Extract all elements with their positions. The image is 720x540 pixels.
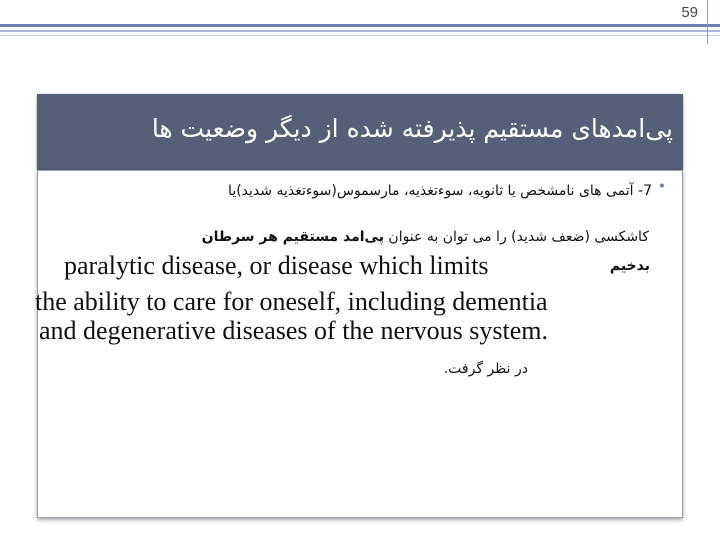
text-line-3-english: paralytic disease, or disease which limits — [64, 251, 489, 280]
text-line-6: در نظر گرفت. — [443, 361, 528, 377]
title-bar — [37, 94, 683, 170]
header-vertical-rule — [707, 0, 708, 44]
slide-title: پی‌امدهای مستقیم پذیرفته شده از دیگر وضعیت ها — [151, 114, 673, 143]
text-line-1: 7- آتمی های نامشخص یا ثانویه، سوءتغذیه، مارسموس(سوءتغذیه شدید)یا — [228, 183, 652, 199]
text-line-2 — [202, 229, 649, 245]
page-number: 59 — [681, 4, 698, 21]
text-line-2-bold: پی‌امد مستقیم هر سرطان — [201, 229, 384, 245]
text-line-3-persian: بدخیم — [609, 258, 650, 274]
text-line-3 — [596, 255, 650, 274]
text-line-2-plain: کاشکسی (ضعف شدید) را می توان به عنوان — [388, 229, 649, 245]
content-box — [37, 170, 683, 518]
text-line-4-english: the ability to care for oneself, including dementia — [35, 287, 548, 316]
bullet-dot-icon: • — [657, 179, 666, 195]
header-decoration — [0, 24, 720, 44]
text-line-5-english: and degenerative diseases of the nervous system. — [39, 316, 549, 345]
